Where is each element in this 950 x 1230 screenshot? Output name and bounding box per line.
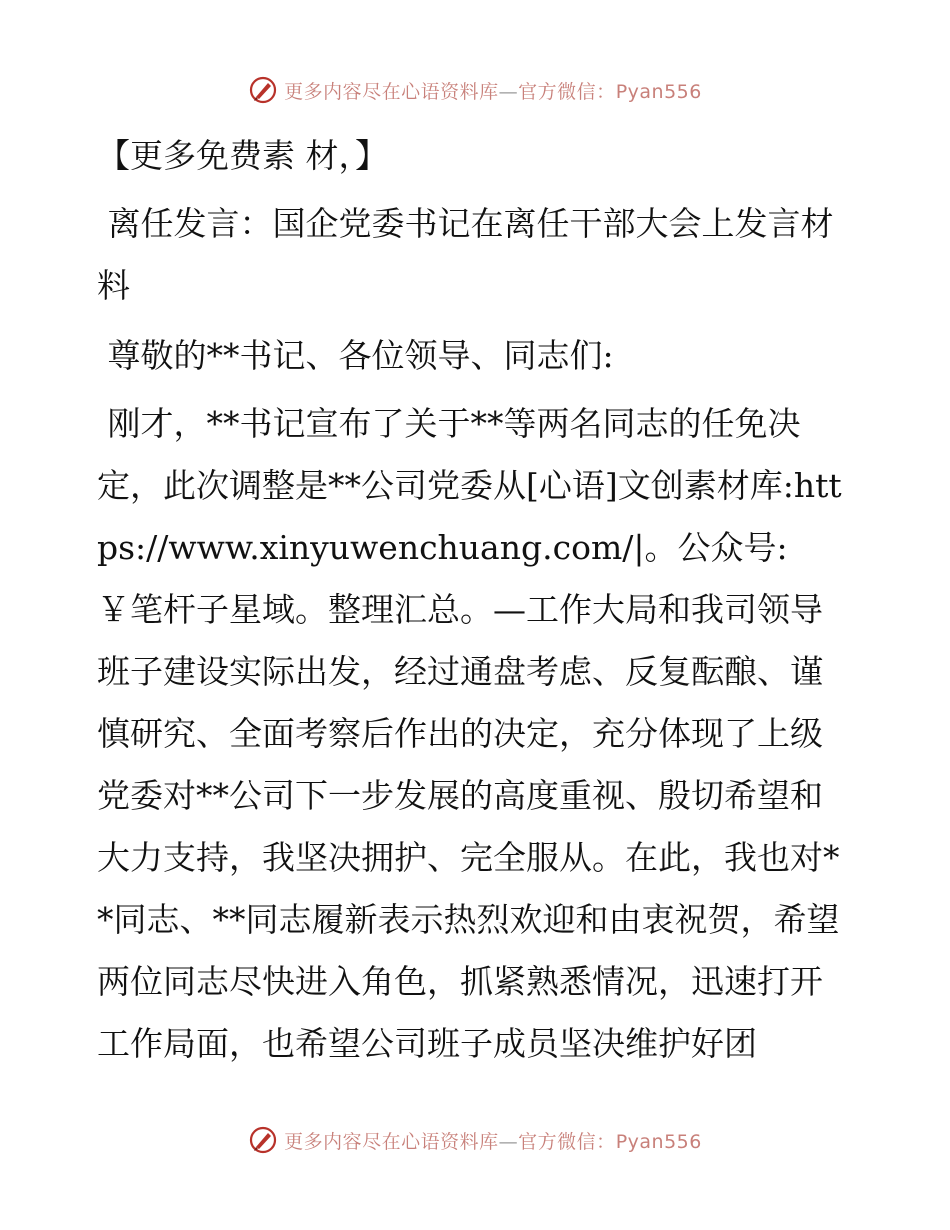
quill-logo-icon xyxy=(248,1125,278,1155)
document-body xyxy=(97,125,853,1075)
quill-logo-icon xyxy=(248,75,278,105)
watermark-header xyxy=(0,70,950,110)
document-greeting: 尊敬的**书记、各位领导、同志们: xyxy=(97,336,614,375)
document-header: 【更多免费素 材，】 xyxy=(97,136,388,175)
watermark-text: 更多内容尽在心语资料库—官方微信：Pyan556 xyxy=(284,1130,702,1153)
watermark-text: 更多内容尽在心语资料库—官方微信：Pyan556 xyxy=(284,80,702,103)
watermark-footer xyxy=(0,1120,950,1160)
document-title: 离任发言：国企党委书记在离任干部大会上发言材料 xyxy=(97,204,834,305)
document-paragraph: 刚才，**书记宣布了关于**等两名同志的任免决定，此次调整是**公司党委从[心语]文创素材库:https://www.xinyuwenchuang.com/|。公众号:￥笔杆子星域。整理汇总。—工作大局和我司领导班子建设实际出发，经过通盘考虑、反复酝酿、谨慎研究、全面考察后作出的决定，充分体现了上级党委对**公司下一步发展的高度重视、殷切希望和大力支持，我坚决拥护、完全服从。在此，我也对**同志、**同志履新表示热烈欢迎和由衷祝贺，希望两位同志尽快进入角色，抓紧熟悉情况，迅速打开工作局面，也希望公司班子成员坚决维护好团 xyxy=(97,404,842,1063)
